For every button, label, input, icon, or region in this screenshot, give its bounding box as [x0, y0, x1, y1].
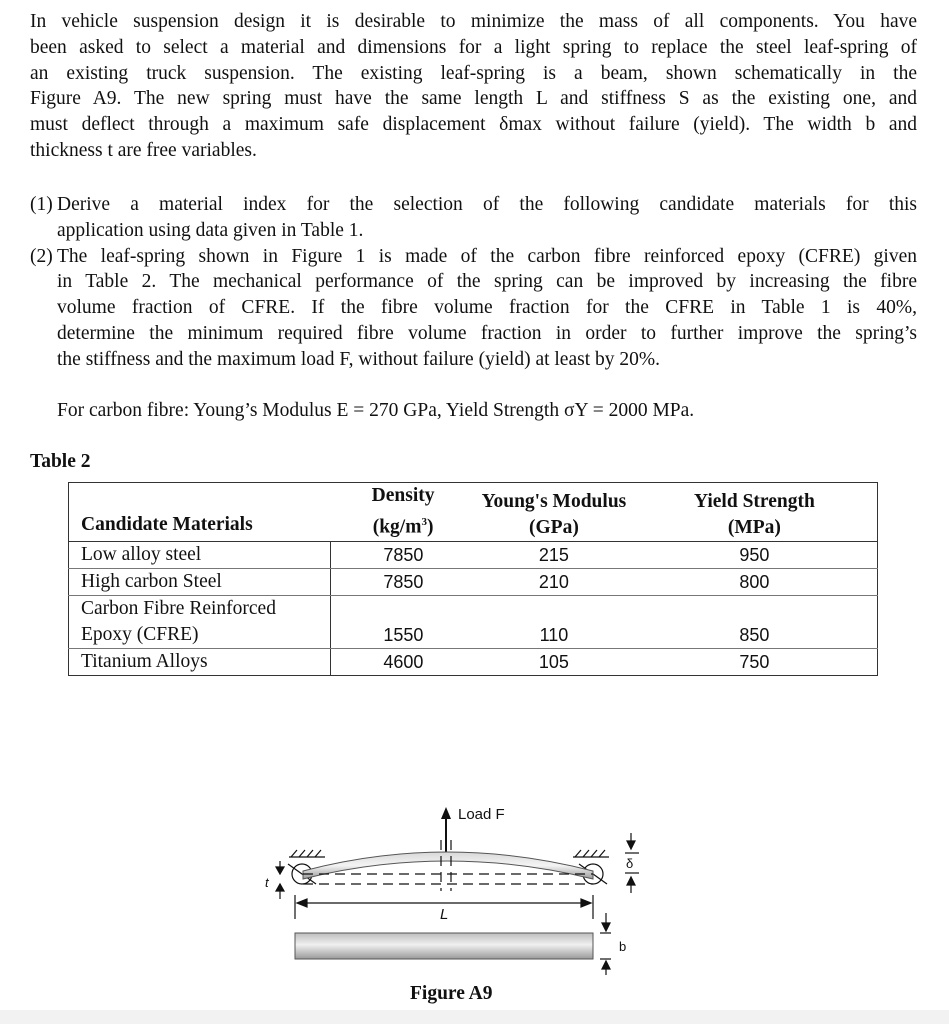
deflection-label: δ [626, 856, 634, 871]
material-name: Low alloy steel [69, 541, 331, 568]
yield-value: 850 [632, 595, 878, 648]
material-name [69, 595, 331, 648]
length-label: L [440, 906, 449, 923]
yield-value: 800 [632, 568, 878, 595]
table-row [69, 595, 878, 648]
header-modulus-name: Young's Modulus [481, 490, 627, 512]
intro-line: an existing truck suspension. The existing leaf-spring is a beam, shown schematically in the [30, 62, 917, 84]
table-row [69, 541, 878, 568]
carbon-fibre-note: For carbon fibre: Young’s Modulus E = 270 GPa, Yield Strength σY = 2000 MPa. [57, 400, 695, 421]
question-2 [30, 244, 917, 373]
header-density [330, 483, 476, 542]
header-yield-unit: (MPa) [727, 516, 781, 538]
density-value: 4600 [330, 648, 476, 675]
yield-value: 950 [632, 541, 878, 568]
modulus-value: 215 [476, 541, 632, 568]
question-line: determine the minimum required fibre volume fraction in order to further improve the spring’s [57, 322, 917, 344]
intro-line: been asked to select a material and dimensions for a light spring to replace the steel leaf-spring of [30, 36, 917, 58]
intro-line: In vehicle suspension design it is desirable to minimize the mass of all components. You have [30, 11, 917, 32]
modulus-value: 105 [476, 648, 632, 675]
width-dimension [600, 913, 611, 975]
curved-beam [303, 852, 593, 879]
materials-table [68, 482, 878, 676]
table-title: Table 2 [30, 451, 91, 472]
table-row [69, 648, 878, 675]
load-label: Load F [458, 806, 505, 823]
thickness-dimension [276, 861, 284, 899]
material-name: High carbon Steel [69, 568, 331, 595]
load-arrow [441, 807, 451, 853]
header-yield-name: Yield Strength [694, 490, 815, 512]
question-number: (1) [30, 194, 53, 215]
plan-view-plate [295, 933, 593, 959]
figure-caption: Figure A9 [410, 983, 493, 1004]
modulus-value: 110 [476, 595, 632, 648]
material-name-line1: Carbon Fibre Reinforced [81, 597, 276, 619]
question-line: in Table 2. The mechanical performance of the spring can be improved by increasing the fibre [57, 271, 917, 293]
question-line: application using data given in Table 1. [57, 219, 364, 241]
question-line: The leaf-spring shown in Figure 1 is made of the carbon fibre reinforced epoxy (CFRE) given [57, 245, 917, 267]
header-material: Candidate Materials [69, 483, 331, 542]
intro-line: must deflect through a maximum safe displacement δmax without failure (yield). The width b and [30, 114, 917, 136]
density-value: 1550 [330, 595, 476, 648]
density-value: 7850 [330, 568, 476, 595]
page-bottom-strip [0, 1010, 949, 1024]
thickness-label: t [265, 875, 269, 890]
header-density-unit: $(kg/m^3)$ [372, 516, 434, 538]
problem-statement [30, 9, 917, 164]
table-row [69, 568, 878, 595]
question-1 [30, 192, 917, 244]
modulus-value: 210 [476, 568, 632, 595]
question-line: Derive a material index for the selection of the following candidate materials for this [57, 194, 917, 215]
intro-line: Figure A9. The new spring must have the same length L and stiffness S as the existing one, and [30, 88, 917, 110]
header-modulus [476, 483, 632, 542]
material-name: Titanium Alloys [69, 648, 331, 675]
question-line: volume fraction of CFRE. If the fibre volume fraction for the CFRE in Table 1 is 40%, [57, 297, 917, 319]
header-density-name: Density [371, 485, 435, 506]
intro-line: thickness t are free variables. [30, 139, 257, 161]
question-number: (2) [30, 245, 53, 267]
question-list [30, 192, 917, 373]
density-value: 7850 [330, 541, 476, 568]
question-line: the stiffness and the maximum load F, without failure (yield) at least by 20%. [57, 348, 660, 370]
header-modulus-unit: (GPa) [529, 516, 579, 538]
width-label: b [619, 939, 627, 954]
yield-value: 750 [632, 648, 878, 675]
header-yield [632, 483, 878, 542]
material-name-line2: Epoxy (CFRE) [81, 623, 199, 645]
